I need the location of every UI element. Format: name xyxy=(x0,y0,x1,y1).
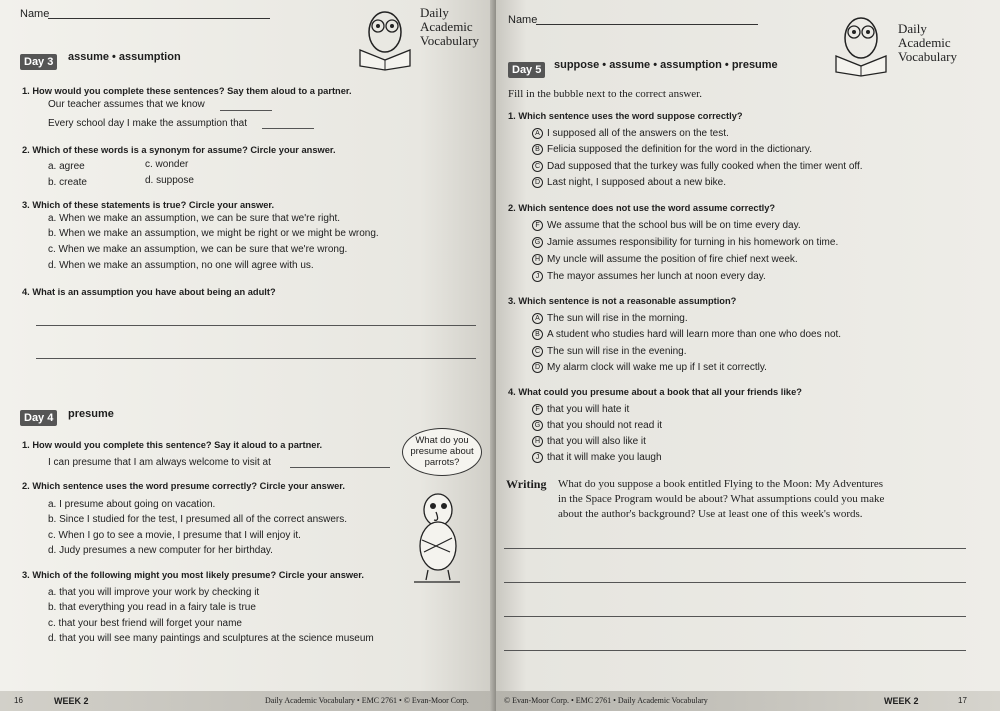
speech-line: presume about xyxy=(410,446,474,457)
answer-bubble[interactable]: C xyxy=(532,161,543,172)
option-text: The mayor assumes her lunch at noon every day. xyxy=(547,271,766,283)
question: 4. What could you presume about a book that all your friends like? xyxy=(508,387,802,397)
answer-bubble[interactable]: G xyxy=(532,237,543,248)
writing-label: Writing xyxy=(506,477,547,491)
footer xyxy=(0,691,494,711)
owl-reading-icon xyxy=(350,2,420,72)
answer-option: a. I presume about going on vacation. xyxy=(48,499,216,510)
writing-prompt-line: about the author's background? Use at least one of this week's words. xyxy=(558,508,863,520)
answer-option: a. that you will improve your work by checking it xyxy=(48,587,260,598)
speech-line: parrots? xyxy=(424,457,460,468)
option-text: that you will also like it xyxy=(547,436,646,448)
logo-line: Daily xyxy=(420,5,449,20)
option-text: Jamie assumes responsibility for turning in his homework on time. xyxy=(547,237,839,249)
page-number: 16 xyxy=(14,696,23,705)
answer-bubble[interactable]: D xyxy=(532,362,543,373)
logo-line: Vocabulary xyxy=(420,33,479,48)
answer-bubble[interactable]: J xyxy=(532,452,543,463)
footer-credit: © Evan-Moor Corp. • EMC 2761 • Daily Academic Vocabulary xyxy=(504,696,708,705)
writing-line[interactable] xyxy=(504,616,966,617)
prompt-text: I can presume that I am always welcome to visit at xyxy=(48,457,271,468)
logo-line: Daily xyxy=(898,21,927,36)
bubble-option[interactable] xyxy=(532,254,798,265)
answer-option: a. agree xyxy=(48,161,85,172)
question: 3. Which of the following might you most likely presume? Circle your answer. xyxy=(22,570,364,580)
answer-bubble[interactable]: B xyxy=(532,144,543,155)
answer-option: d. that you will see many paintings and sculptures at the science museum xyxy=(48,633,374,644)
bubble-option[interactable] xyxy=(532,329,841,340)
name-label: Name xyxy=(20,8,50,20)
logo-text xyxy=(898,22,957,64)
bubble-option[interactable] xyxy=(532,452,662,463)
answer-bubble[interactable]: A xyxy=(532,128,543,139)
answer-option: d. Judy presumes a new computer for her birthday. xyxy=(48,545,273,556)
answer-line xyxy=(36,325,476,326)
question: 2. Which of these words is a synonym for assume? Circle your answer. xyxy=(22,145,336,155)
speech-bubble xyxy=(402,428,482,476)
answer-line xyxy=(220,110,272,111)
option-text: that you will hate it xyxy=(547,404,630,416)
answer-option: b. When we make an assumption, we might be right or we might be wrong. xyxy=(48,228,379,239)
bubble-option[interactable] xyxy=(532,237,838,248)
bubble-option[interactable] xyxy=(532,346,687,357)
question: 4. What is an assumption you have about being an adult? xyxy=(22,287,276,297)
option-text: Last night, I supposed about a new bike. xyxy=(547,177,727,189)
logo-line: Academic xyxy=(898,35,951,50)
answer-bubble[interactable]: F xyxy=(532,404,543,415)
writing-prompt-line: in the Space Program would be about? What assumptions could you make xyxy=(558,493,885,505)
option-text: Dad supposed that the turkey was fully cooked when the timer went off. xyxy=(547,161,863,173)
bubble-option[interactable] xyxy=(532,362,767,373)
answer-bubble[interactable]: J xyxy=(532,271,543,282)
option-text: that you should not read it xyxy=(547,420,663,432)
option-text: A student who studies hard will learn more than one who does not. xyxy=(547,329,842,341)
option-text: The sun will rise in the morning. xyxy=(547,313,688,325)
bubble-option[interactable] xyxy=(532,128,729,139)
writing-line[interactable] xyxy=(504,582,966,583)
day-badge: Day 5 xyxy=(508,62,545,78)
day-title: presume xyxy=(68,408,114,420)
day-badge: Day 4 xyxy=(20,410,57,426)
bubble-option[interactable] xyxy=(532,404,629,415)
option-text: We assume that the school bus will be on time every day. xyxy=(547,220,801,232)
week-label: WEEK 2 xyxy=(54,696,89,706)
question: 1. How would you complete this sentence? Say it aloud to a partner. xyxy=(22,440,323,450)
day-badge: Day 3 xyxy=(20,54,57,70)
footer xyxy=(496,691,1000,711)
option-text: Felicia supposed the definition for the word in the dictionary. xyxy=(547,144,812,156)
parrot-icon xyxy=(400,478,475,588)
bubble-option[interactable] xyxy=(532,436,646,447)
day-title: assume • assumption xyxy=(68,51,181,63)
week-label: WEEK 2 xyxy=(884,696,919,706)
right-page xyxy=(496,0,1000,711)
question: 2. Which sentence uses the word presume correctly? Circle your answer. xyxy=(22,481,345,491)
answer-bubble[interactable]: G xyxy=(532,420,543,431)
option-text: My alarm clock will wake me up if I set it correctly. xyxy=(547,362,767,374)
option-text: I supposed all of the answers on the test. xyxy=(547,128,729,140)
answer-option: d. suppose xyxy=(145,175,194,186)
answer-option: a. When we make an assumption, we can be sure that we're right. xyxy=(48,213,341,224)
question: 2. Which sentence does not use the word assume correctly? xyxy=(508,203,776,213)
answer-bubble[interactable]: A xyxy=(532,313,543,324)
logo-text xyxy=(420,6,479,48)
bubble-option[interactable] xyxy=(532,177,726,188)
footer-credit: Daily Academic Vocabulary • EMC 2761 • © Evan-Moor Corp. xyxy=(265,696,469,705)
bubble-option[interactable] xyxy=(532,271,766,282)
left-page xyxy=(0,0,494,711)
answer-bubble[interactable]: F xyxy=(532,220,543,231)
prompt-text: Our teacher assumes that we know xyxy=(48,99,205,110)
answer-bubble[interactable]: H xyxy=(532,254,543,265)
answer-option: c. wonder xyxy=(145,159,189,170)
page-number: 17 xyxy=(958,696,967,705)
name-line xyxy=(48,18,270,19)
speech-line: What do you xyxy=(415,435,469,446)
name-label: Name xyxy=(508,14,538,26)
writing-line[interactable] xyxy=(504,548,966,549)
answer-option: c. When I go to see a movie, I presume that I will enjoy it. xyxy=(48,530,301,541)
question: 3. Which of these statements is true? Circle your answer. xyxy=(22,200,275,210)
answer-line xyxy=(290,467,390,468)
prompt-text: Every school day I make the assumption that xyxy=(48,118,247,129)
bubble-option[interactable] xyxy=(532,420,662,431)
writing-prompt-line: What do you suppose a book entitled Flying to the Moon: My Adventures xyxy=(558,478,884,490)
answer-line xyxy=(262,128,314,129)
answer-line xyxy=(36,358,476,359)
bubble-option[interactable] xyxy=(532,161,863,172)
name-line xyxy=(536,24,758,25)
option-text: that it will make you laugh xyxy=(547,452,662,464)
question: 1. How would you complete these sentences? Say them aloud to a partner. xyxy=(22,86,352,96)
answer-option: d. When we make an assumption, no one will agree with us. xyxy=(48,260,314,271)
answer-bubble[interactable]: D xyxy=(532,177,543,188)
answer-bubble[interactable]: B xyxy=(532,329,543,340)
option-text: My uncle will assume the position of fire chief next week. xyxy=(547,254,798,266)
bubble-option[interactable] xyxy=(532,313,688,324)
answer-option: b. that everything you read in a fairy tale is true xyxy=(48,602,256,613)
day-title: suppose • assume • assumption • presume xyxy=(554,59,778,71)
owl-reading-icon xyxy=(826,8,896,78)
logo-line: Vocabulary xyxy=(898,49,957,64)
logo-line: Academic xyxy=(420,19,473,34)
instructions: Fill in the bubble next to the correct answer. xyxy=(508,88,702,100)
answer-bubble[interactable]: C xyxy=(532,346,543,357)
writing-line[interactable] xyxy=(504,650,966,651)
answer-option: b. Since I studied for the test, I presumed all of the correct answers. xyxy=(48,514,348,525)
option-text: The sun will rise in the evening. xyxy=(547,346,687,358)
answer-option: c. When we make an assumption, we can be sure that we're wrong. xyxy=(48,244,348,255)
answer-option: c. that your best friend will forget your name xyxy=(48,618,242,629)
answer-bubble[interactable]: H xyxy=(532,436,543,447)
bubble-option[interactable] xyxy=(532,220,801,231)
answer-option: b. create xyxy=(48,177,87,188)
question: 1. Which sentence uses the word suppose correctly? xyxy=(508,111,743,121)
question: 3. Which sentence is not a reasonable assumption? xyxy=(508,296,737,306)
bubble-option[interactable] xyxy=(532,144,812,155)
